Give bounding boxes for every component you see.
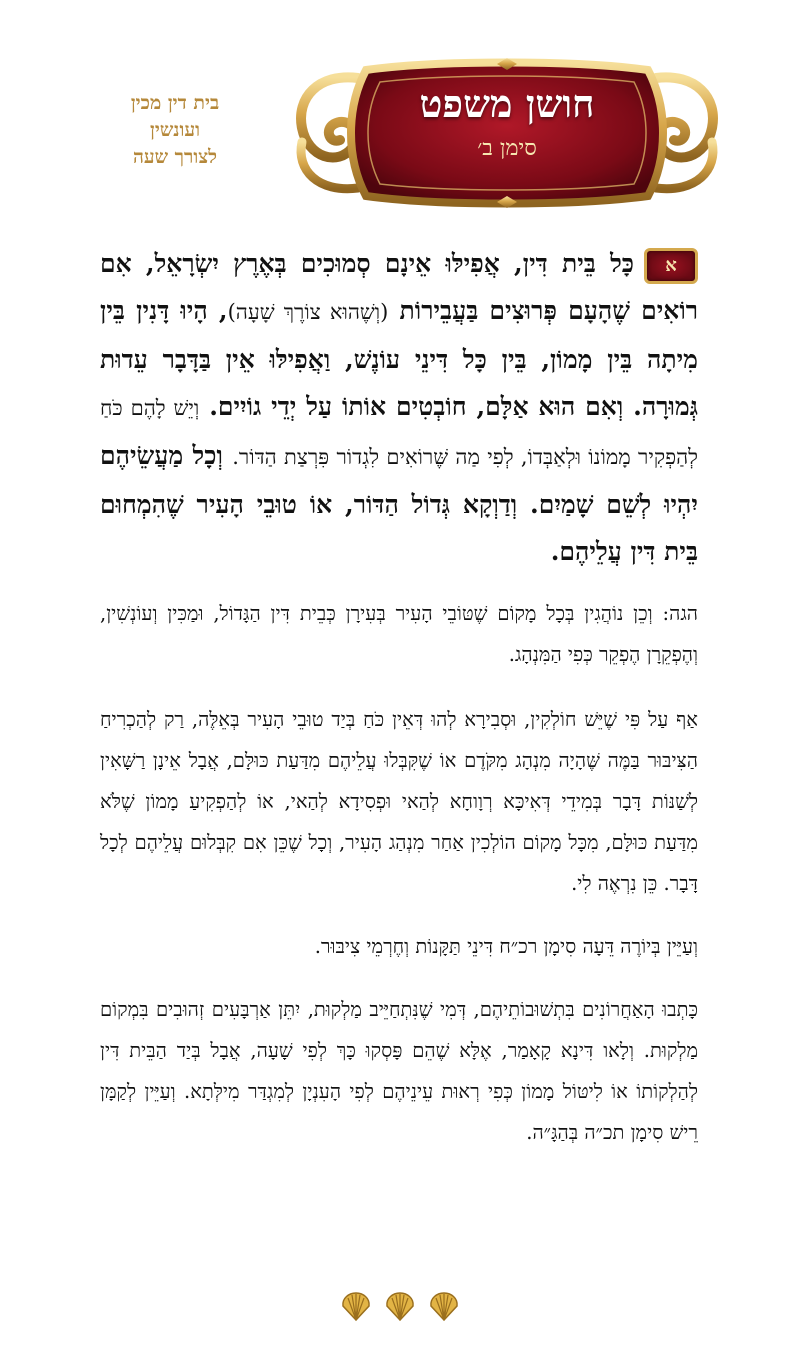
subject-line-2: ועונשין [150, 119, 200, 141]
commentary-paragraph-1: אַף עַל פִּי שֶׁיֵּשׁ חוֹלְקִין, וּסְבִירָא לְהוּ דְּאֵין כֹּחַ בְּיַד טוּבֵי הָעִיר בְּאֵלֶּה, רַק לְהַכְרִיחַ הַצִּיבּוּר בַּמֶּה שֶּׁהָיָה מִנְהָג מִקֹּדֶם אוֹ שֶׁקִּבְּלוּ עֲלֵיהֶם מִדַּעַת כּוּלָּם, אֲבָל אֵינָן רַשָּׁאִין לְשַׁנּוֹת דָּבָר בְּמִידֵי דְּאִיכָּא רְוָוחָא לְהַאי וּפְסִידָא לְהַאי, אוֹ לְהַפְקִיעַ מָמוֹן שֶׁלֹּא מִדַּעַת כּוּלָּם, מִכָּל מָקוֹם הוֹלְכִין אַחַר מִנְהַג הָעִיר, וְכָל שֶׁכֵּן אִם קִבְּלוּם עֲלֵיהֶם לְכָל דָּבָר. כֵּן נִרְאֶה לִי. [100, 708, 698, 895]
main-text-part-3: וְכָל מַעֲשֵׂיהֶם יִהְיוּ לְשֵׁם שָׁמַיִם. וְדַוְקָא גְּדוֹל הַדּוֹר, אוֹ טוּבֵי הָעִיר שֶׁהִמְחוּם בֵּית דִּין עֲלֵיהֶם. [100, 441, 698, 566]
siman-label: סימן ב׳ [477, 136, 537, 161]
content-body [100, 240, 698, 1153]
commentary-paragraph-2: וְעַיֵּין בְּיוֹרֶה דֵּעָה סִימָן רכ״ח דִּינֵי תַּקָּנוֹת וְחֶרְמֵי צִיבּוּר. [314, 935, 698, 958]
main-halacha [100, 240, 698, 575]
commentary-paragraph-3: כָּתְבוּ הָאַחֲרוֹנִים בִּתְשׁוּבוֹתֵיהֶם, דְּמִי שֶׁנִּתְחַיֵּיב מַלְקוּת, יִתֵּן אַרְבָּעִים זְהוּבִים בִּמְקוֹם מַלְקוּת. וְלָאו דִּינָא קָאָמַר, אֶלָּא שֶׁהֵם פָּסְקוּ כָּךְ לְפִי שָׁעָה, אֲבָל בְּיַד הַבֵּית דִּין לְהַלְקוֹתוֹ אוֹ לִיטּוֹל מָמוֹן כְּפִי רְאוּת עֵינֵיהֶם לְפִי הָעִנְיָן לְמִגְדַּר מִילְּתָא. וְעַיֵּין לְקַמָּן רֵישׁ סִימָן תכ״ה בְּהַגָּ״ה. [100, 998, 698, 1144]
main-text-part-2: , הָיוּ דָּנִין בֵּין מִיתָה בֵּין מָמוֹן, בֵּין כָּל דִּינֵי עוֹנֶשׁ, וַאֲפִילּוּ אֵין בַּדָּבָר עֵדוּת גְּמוּרָה. וְאִם הוּא אַלָּם, חוֹבְטִים אוֹתוֹ עַל יְדֵי גוֹיִים. [100, 296, 698, 421]
page-title: חושן משפט [419, 81, 595, 126]
subject-line-1: בית דין מכין [130, 92, 220, 114]
title-banner [288, 58, 726, 208]
shell-icon [428, 1292, 460, 1322]
footer-ornament [340, 1292, 460, 1324]
shell-icon [340, 1292, 372, 1322]
subject-line-3: לצורך שעה [132, 146, 218, 168]
main-text-aside-2: וְיֵשׁ לָהֶם כֹּחַ לְהַפְקִיר מָמוֹנוֹ וּלְאַבְּדוֹ, לְפִי מַה שֶּׁרוֹאִים לִגְדוֹר פִּרְצַת הַדּוֹר. [100, 396, 699, 469]
hagah-label: הגה: [662, 602, 698, 625]
section-subject [100, 90, 250, 171]
main-text-part-1: כָּל בֵּית דִּין, אֲפִילּוּ אֵינָם סְמוּכִים בְּאֶרֶץ יִשְׂרָאֵל, אִם רוֹאִים שֶׁהָעָם פְּרוּצִים בַּעֲבֵירוֹת [100, 249, 698, 325]
shell-icon [384, 1292, 416, 1322]
hagah-note [100, 593, 698, 675]
seif-badge: א [644, 248, 698, 284]
hagah-text: וְכֵן נוֹהֲגִין בְּכָל מָקוֹם שֶׁטּוֹבֵי הָעִיר בְּעִירָן כְּבֵית דִּין הַגָּדוֹל, וּמַכִּין וְעוֹנְשִׁין, וְהֶפְקֵרָן הֶפְקֵר כְּפִי הַמִּנְהָג. [100, 602, 698, 666]
main-text-aside-1: (וְשֶׁהוּא צוֹרֶךְ שָׁעָה) [227, 300, 389, 324]
